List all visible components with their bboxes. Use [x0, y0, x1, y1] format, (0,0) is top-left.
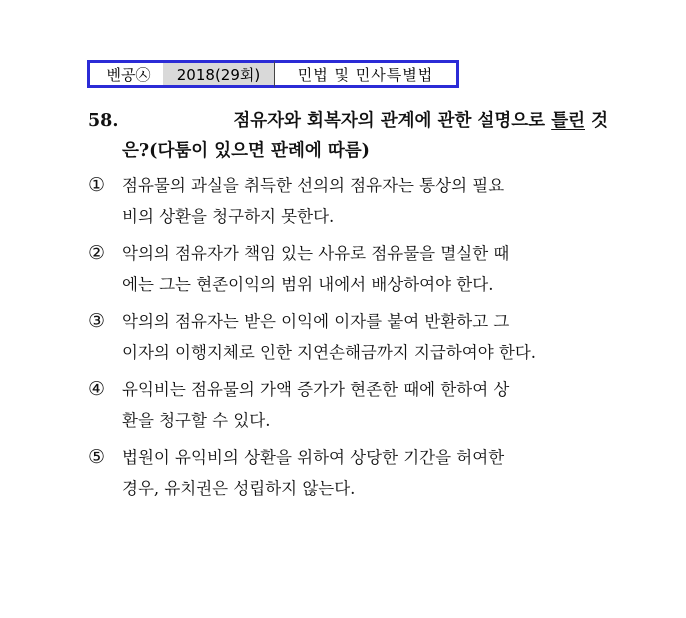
- option-number: ③: [88, 310, 106, 332]
- exam-header: [87, 60, 459, 88]
- option-line: 유익비는 점유물의 가액 증가가 현존한 때에 한하여 상: [122, 380, 510, 399]
- option-line: 점유물의 과실을 취득한 선의의 점유자는 통상의 필요: [122, 176, 505, 195]
- option-line: 악의의 점유자가 책임 있는 사유로 점유물을 멸실한 때: [122, 244, 510, 263]
- option-number: ⑤: [88, 446, 106, 468]
- option-text: [122, 374, 604, 436]
- option-3: [88, 306, 604, 368]
- question-number: 58.: [88, 111, 119, 131]
- option-line: 이자의 이행지체로 인한 지연손해금까지 지급하여야 한다.: [122, 343, 537, 362]
- subject-label: 민법 및 민사특별법: [275, 60, 459, 88]
- question-line-1: [88, 106, 608, 136]
- question-line-2: 은?(다툼이 있으면 판례에 따름): [122, 141, 370, 161]
- question-emphasis: 틀린: [551, 111, 585, 131]
- option-text: [122, 238, 604, 300]
- option-number: ④: [88, 378, 106, 400]
- option-number: ②: [88, 242, 106, 264]
- question-text-pre: 점유자와 회복자의 관계에 관한 설명으로: [233, 111, 552, 131]
- option-text: [122, 442, 604, 504]
- question-text-post: 것: [585, 111, 608, 131]
- option-5: [88, 442, 604, 504]
- option-line: 악의의 점유자는 받은 이익에 이자를 붙여 반환하고 그: [122, 312, 510, 331]
- option-line: 에는 그는 현존이익의 범위 내에서 배상하여야 한다.: [122, 275, 494, 294]
- brand-label: 벤공㉦: [87, 60, 163, 88]
- option-number: ①: [88, 174, 106, 196]
- answer-options: [88, 170, 604, 510]
- option-text: [122, 306, 604, 368]
- question-stem: [88, 106, 608, 166]
- option-line: 경우, 유치권은 성립하지 않는다.: [122, 479, 356, 498]
- exam-year-label: 2018(29회): [163, 60, 275, 88]
- option-1: [88, 170, 604, 232]
- option-2: [88, 238, 604, 300]
- option-text: [122, 170, 604, 232]
- option-line: 환을 청구할 수 있다.: [122, 411, 271, 430]
- option-4: [88, 374, 604, 436]
- question-text-1: [233, 106, 608, 136]
- option-line: 비의 상환을 청구하지 못한다.: [122, 207, 335, 226]
- option-line: 법원이 유익비의 상환을 위하여 상당한 기간을 허여한: [122, 448, 505, 467]
